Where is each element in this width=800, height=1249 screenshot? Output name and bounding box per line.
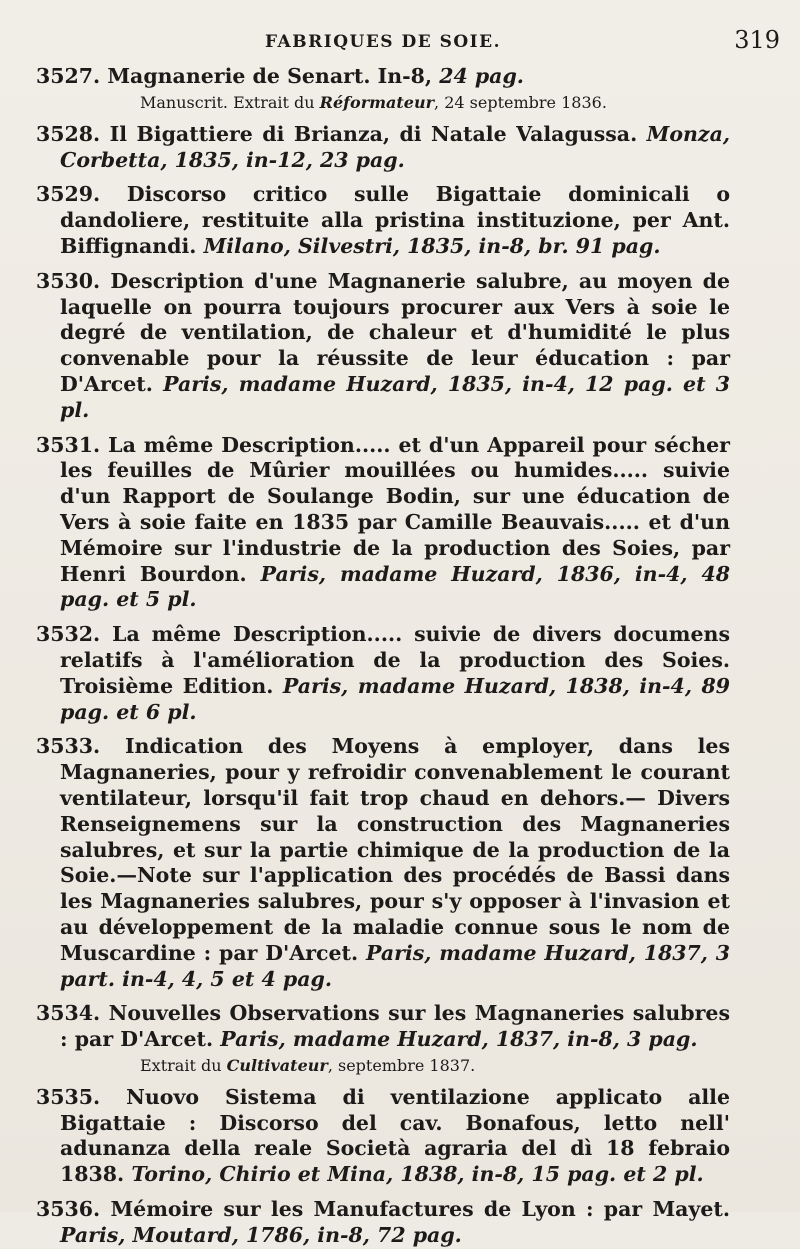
entry-3531 — [36, 433, 730, 614]
entry-text: Nuovo Sistema di ventilazione applicato alle Bigattaie : Discorso del cav. Bonafous, letto nell' adunanza della reale Società agraria del dì 18 febraio 1838. — [60, 1084, 730, 1187]
entry-number: 3530. — [36, 268, 101, 293]
entry-text: Magnanerie de Senart. In-8, — [107, 64, 440, 88]
entry-text: Mémoire sur les Manufactures de Lyon : par Mayet. — [110, 1197, 730, 1222]
entry-publication: Paris, madame Huzard, 1837, 3 part. in-4, 4, 5 et 4 pag. — [60, 940, 731, 991]
entry-text: Description d'une Magnanerie salubre, au moyen de laquelle on pourra toujours procurer aux Vers à soie le degré de ventilation, de chaleur et d'humidité le plus convenable pour la réussite de leur éducation : par D'Arcet. — [60, 268, 731, 396]
entry-number: 3536. — [36, 1197, 101, 1222]
note-italic: Réformateur — [319, 92, 435, 112]
note-pre: Extrait du — [140, 1055, 227, 1075]
entry-note — [60, 93, 730, 113]
entry-number: 3528. — [36, 121, 101, 146]
entry-3533 — [36, 734, 730, 992]
entry-publication: Monza, Corbetta, 1835, in-12, 23 pag. — [60, 121, 730, 172]
running-title: FABRIQUES DE SOIE. — [264, 32, 502, 52]
entry-note — [60, 1056, 730, 1076]
page-header — [36, 26, 780, 64]
entry-publication: Milano, Silvestri, 1835, in-8, br. 91 pag. — [203, 233, 661, 258]
entry-publication: Paris, madame Huzard, 1837, in-8, 3 pag. — [220, 1027, 698, 1052]
entry-text: Discorso critico sulle Bigattaie dominicali o dandoliere, restituite alla pristina instituzione, per Ant. Biffignandi. — [60, 182, 731, 258]
entry-number: 3534. — [36, 1001, 101, 1026]
entry-publication: Torino, Chirio et Mina, 1838, in-8, 15 pag. et 2 pl. — [131, 1162, 704, 1187]
entry-text: La même Description..... et d'un Appareil pour sécher les feuilles de Mûrier mouillées ou humides..... suivie d'un Rapport de Soulange Bodin, sur une éducation de Vers à soie faite en 1835 par Camille Beauvais..... et d'un Mémoire sur l'industrie de la production des Soies, par Henri Bourdon. — [60, 432, 730, 586]
entry-3535 — [36, 1085, 730, 1188]
entry-publication: Paris, madame Huzard, 1838, in-4, 89 pag. et 6 pl. — [60, 673, 731, 724]
note-post: , 24 septembre 1836. — [434, 92, 607, 112]
note-italic: Cultivateur — [226, 1055, 328, 1075]
entry-publication: Paris, madame Huzard, 1836, in-4, 48 pag. et 5 pl. — [60, 561, 730, 612]
entry-3532 — [36, 622, 730, 725]
entry-text: La même Description..... suivie de divers documens relatifs à l'amélioration de la production des Soies. Troisième Edition. — [60, 622, 730, 698]
entry-number: 3529. — [36, 182, 101, 207]
entry-publication: 24 pag. — [439, 64, 524, 88]
entry-number: 3535. — [36, 1084, 101, 1109]
entry-3536 — [36, 1197, 730, 1249]
note-pre: Manuscrit. Extrait du — [140, 92, 320, 112]
page-number: 319 — [734, 26, 780, 54]
note-post: , septembre 1837. — [327, 1055, 476, 1075]
entry-text: Indication des Moyens à employer, dans les Magnaneries, pour y refroidir convenablement le courant ventilateur, lorsqu'il fait trop chaud en dehors.— Divers Renseignemens sur la construction des Magnaneries salubres, et sur la partie chimique de la production de la Soie.—Note sur l'application des procédés de Bassi dans les Magnaneries salubres, pour s'y opposer à l'invasion et au développement de la maladie connue sous le nom de Muscardine : par D'Arcet. — [60, 734, 730, 965]
entry-3534 — [36, 1001, 730, 1076]
entry-list — [36, 64, 730, 1249]
entry-3528 — [36, 122, 730, 174]
entry-text: Il Bigattiere di Brianza, di Natale Valagussa. — [109, 121, 647, 146]
entry-3527 — [36, 64, 730, 113]
entry-number: 3532. — [36, 622, 101, 647]
entry-number: 3531. — [36, 432, 101, 457]
entry-3529 — [36, 182, 730, 259]
entry-number: 3527. — [36, 64, 101, 88]
entry-publication: Paris, Moutard, 1786, in-8, 72 pag. — [60, 1222, 462, 1247]
entry-publication: Paris, madame Huzard, 1835, in-4, 12 pag. et 3 pl. — [60, 371, 730, 422]
entry-number: 3533. — [36, 734, 101, 759]
entry-3530 — [36, 269, 730, 424]
entry-text: Nouvelles Observations sur les Magnaneries salubres : par D'Arcet. — [60, 1001, 731, 1052]
